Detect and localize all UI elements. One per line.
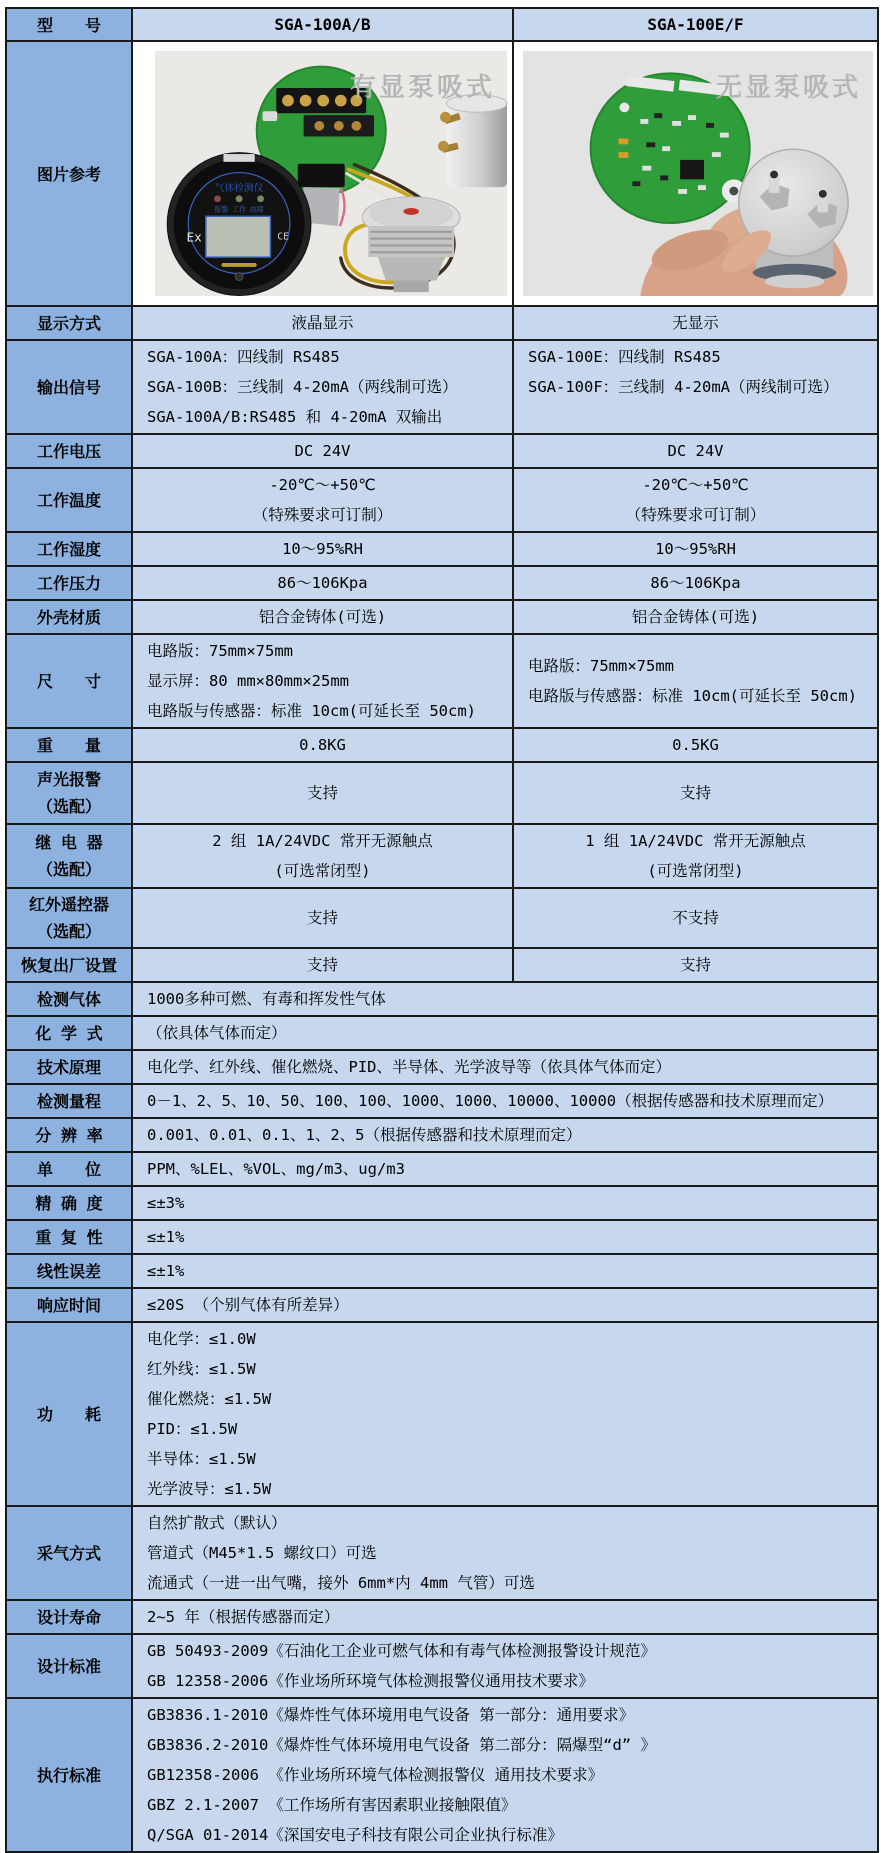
row-label bbox=[6, 888, 132, 948]
row-label-line: 工作温度 bbox=[36, 490, 101, 510]
row-label-line: 分 辨 率 bbox=[35, 1125, 103, 1145]
spec-row-working-voltage bbox=[6, 434, 878, 468]
display-gauge-unit bbox=[167, 152, 312, 296]
row-value-merged bbox=[132, 1186, 878, 1220]
row-label bbox=[6, 566, 132, 600]
row-value-line: PID：≤1.5W bbox=[147, 1420, 238, 1438]
row-label-line: （选配） bbox=[36, 860, 101, 879]
spec-row-weight bbox=[6, 728, 878, 762]
spec-row-working-pressure bbox=[6, 566, 878, 600]
row-value-line: 无显示 bbox=[672, 314, 719, 332]
spec-row-output-signal bbox=[6, 340, 878, 434]
row-label bbox=[6, 600, 132, 634]
row-label-line: 功 耗 bbox=[36, 1404, 101, 1424]
spec-row-detection-range bbox=[6, 1084, 878, 1118]
row-value-model-a bbox=[132, 532, 513, 566]
row-label-line: 外壳材质 bbox=[36, 607, 101, 627]
row-value-line: 0.8KG bbox=[299, 736, 346, 754]
gauge-led-labels: 报警 工作 故障 bbox=[214, 205, 264, 214]
row-value-line: 光学波导：≤1.5W bbox=[147, 1480, 272, 1498]
row-label bbox=[6, 948, 132, 982]
row-value-line: 铝合金铸体(可选) bbox=[258, 608, 387, 626]
row-value-model-b bbox=[513, 566, 878, 600]
row-label-line: 精 确 度 bbox=[35, 1193, 103, 1213]
row-value-model-b bbox=[513, 948, 878, 982]
row-label bbox=[6, 824, 132, 888]
spec-row-display-mode bbox=[6, 306, 878, 340]
row-value-model-b bbox=[513, 600, 878, 634]
row-value-line: 10～95%RH bbox=[282, 540, 363, 558]
row-label bbox=[6, 1152, 132, 1186]
row-value-model-b bbox=[513, 634, 878, 728]
row-value-model-b bbox=[513, 532, 878, 566]
row-value-line: (可选常闭型) bbox=[647, 862, 744, 880]
product-photo-no-display bbox=[523, 51, 873, 296]
row-value-merged bbox=[132, 1600, 878, 1634]
row-value-model-a bbox=[132, 600, 513, 634]
row-label-line: 显示方式 bbox=[36, 313, 101, 333]
row-value-line: DC 24V bbox=[667, 442, 724, 460]
row-value-merged bbox=[132, 1118, 878, 1152]
row-value-line: 红外线：≤1.5W bbox=[147, 1360, 256, 1378]
row-value-model-a bbox=[132, 566, 513, 600]
row-value-line: GB 12358-2006《作业场所环境气体检测报警仪通用技术要求》 bbox=[147, 1672, 594, 1690]
row-value-line: (可选常闭型) bbox=[274, 862, 371, 880]
row-value-line: 催化燃烧：≤1.5W bbox=[147, 1390, 272, 1408]
row-value-line: ≤±3% bbox=[147, 1194, 185, 1212]
row-label bbox=[6, 762, 132, 824]
spec-row-detectable-gases bbox=[6, 982, 878, 1016]
row-label bbox=[6, 1322, 132, 1506]
pump-cylinder bbox=[438, 95, 507, 187]
row-label-line: 尺 寸 bbox=[36, 671, 101, 691]
row-label-line: 重 复 性 bbox=[35, 1227, 103, 1247]
row-label-line: 继 电 器 bbox=[35, 833, 103, 852]
image-row-label: 图片参考 bbox=[6, 41, 132, 306]
spec-row-working-temperature bbox=[6, 468, 878, 532]
spec-table bbox=[5, 7, 879, 1853]
row-label-line: 检测气体 bbox=[36, 989, 101, 1009]
row-value-model-a bbox=[132, 824, 513, 888]
header-row bbox=[6, 8, 878, 41]
row-value-model-a bbox=[132, 434, 513, 468]
row-value-model-a bbox=[132, 634, 513, 728]
spec-row-power-consumption bbox=[6, 1322, 878, 1506]
row-value-line: 2~5 年（根据传感器而定） bbox=[147, 1608, 340, 1626]
spec-row-technology-principle bbox=[6, 1050, 878, 1084]
spec-row-response-time bbox=[6, 1288, 878, 1322]
row-value-line: 电路版与传感器：标准 10cm(可延长至 50cm) bbox=[147, 702, 476, 720]
row-value-model-a bbox=[132, 728, 513, 762]
row-value-line: 不支持 bbox=[672, 909, 719, 927]
photo-cell-right bbox=[513, 41, 878, 306]
row-label-line: 工作电压 bbox=[36, 441, 101, 461]
row-value-line: 电路版：75mm×75mm bbox=[528, 657, 674, 675]
spec-row-design-life bbox=[6, 1600, 878, 1634]
row-label-line: 化 学 式 bbox=[35, 1023, 103, 1043]
row-label-line: 响应时间 bbox=[36, 1295, 101, 1315]
row-value-merged bbox=[132, 982, 878, 1016]
row-value-model-a bbox=[132, 468, 513, 532]
row-label bbox=[6, 1506, 132, 1600]
row-label-line: 设计寿命 bbox=[36, 1607, 101, 1627]
row-value-line: -20℃～+50℃ bbox=[269, 476, 376, 494]
spec-row-dimensions bbox=[6, 634, 878, 728]
row-value-line: SGA-100A：四线制 RS485 bbox=[147, 348, 340, 366]
row-value-line: 半导体：≤1.5W bbox=[147, 1450, 256, 1468]
row-label bbox=[6, 1634, 132, 1698]
row-value-line: 支持 bbox=[679, 784, 711, 802]
row-value-merged bbox=[132, 1050, 878, 1084]
row-value-line: 支持 bbox=[679, 956, 711, 974]
row-value-line: 流通式（一进一出气嘴，接外 6mm*内 4mm 气管）可选 bbox=[147, 1574, 535, 1592]
row-label bbox=[6, 634, 132, 728]
row-value-line: SGA-100B：三线制 4-20mA（两线制可选） bbox=[147, 378, 458, 396]
row-value-line: 10～95%RH bbox=[655, 540, 736, 558]
row-value-line: （特殊要求可订制） bbox=[625, 506, 766, 524]
row-label-line: 设计标准 bbox=[36, 1656, 101, 1676]
row-value-line: 管道式（M45*1.5 螺纹口）可选 bbox=[147, 1544, 377, 1562]
row-label bbox=[6, 306, 132, 340]
row-label bbox=[6, 1220, 132, 1254]
row-value-line: 电化学、红外线、催化燃烧、PID、半导体、光学波导等（依具体气体而定） bbox=[147, 1058, 671, 1076]
row-value-model-b bbox=[513, 340, 878, 434]
spec-row-chemical-formula bbox=[6, 1016, 878, 1050]
spec-row-factory-reset bbox=[6, 948, 878, 982]
row-value-merged bbox=[132, 1254, 878, 1288]
row-value-merged bbox=[132, 1698, 878, 1852]
row-value-merged bbox=[132, 1084, 878, 1118]
row-value-model-a bbox=[132, 948, 513, 982]
row-label-line: 重 量 bbox=[36, 735, 101, 755]
row-label bbox=[6, 434, 132, 468]
watermark-right: 无显泵吸式 bbox=[715, 73, 861, 103]
row-value-model-b bbox=[513, 306, 878, 340]
row-label-line: （选配） bbox=[36, 922, 101, 941]
image-row bbox=[6, 41, 878, 306]
row-value-line: 铝合金铸体(可选) bbox=[631, 608, 760, 626]
row-label bbox=[6, 1288, 132, 1322]
row-value-line: ≤±1% bbox=[147, 1228, 185, 1246]
spec-row-execution-standard bbox=[6, 1698, 878, 1852]
spec-row-working-humidity bbox=[6, 532, 878, 566]
row-value-line: 86～106Kpa bbox=[277, 574, 368, 592]
gauge-title-text: 气体检测仪 bbox=[214, 183, 264, 194]
row-label bbox=[6, 468, 132, 532]
row-label-line: 声光报警 bbox=[36, 770, 101, 789]
row-label bbox=[6, 1118, 132, 1152]
row-value-model-a bbox=[132, 888, 513, 948]
row-value-line: GB3836.2-2010《爆炸性气体环境用电气设备 第二部分：隔爆型“d” 》 bbox=[147, 1736, 656, 1754]
row-value-line: 支持 bbox=[306, 909, 338, 927]
row-label bbox=[6, 1186, 132, 1220]
spec-row-resolution bbox=[6, 1118, 878, 1152]
product-photo-pump-display bbox=[155, 51, 507, 296]
row-label-line: 采气方式 bbox=[36, 1543, 101, 1563]
gauge-ex-mark: Ex bbox=[186, 229, 202, 245]
row-value-line: 液晶显示 bbox=[291, 314, 354, 332]
row-value-line: 0－1、2、5、10、50、100、100、1000、1000、10000、10000（根据传感器和技术原理而定） bbox=[147, 1092, 834, 1110]
row-value-merged bbox=[132, 1016, 878, 1050]
row-value-merged bbox=[132, 1322, 878, 1506]
row-value-line: 支持 bbox=[306, 956, 338, 974]
spec-row-linearity-error bbox=[6, 1254, 878, 1288]
row-label bbox=[6, 728, 132, 762]
row-value-line: ≤20S （个别气体有所差异） bbox=[147, 1296, 349, 1314]
model-a-header: SGA-100A/B bbox=[132, 8, 513, 41]
spec-row-relay bbox=[6, 824, 878, 888]
row-label bbox=[6, 1084, 132, 1118]
row-value-model-a bbox=[132, 306, 513, 340]
row-value-line: 显示屏：80 mm×80mm×25mm bbox=[147, 672, 349, 690]
row-value-line: SGA-100A/B:RS485 和 4-20mA 双输出 bbox=[147, 408, 443, 426]
row-value-line: 86～106Kpa bbox=[650, 574, 741, 592]
row-value-line: SGA-100E：四线制 RS485 bbox=[528, 348, 721, 366]
spec-row-repeatability bbox=[6, 1220, 878, 1254]
row-label-line: 线性误差 bbox=[36, 1261, 101, 1281]
row-label bbox=[6, 1050, 132, 1084]
row-label-line: 恢复出厂设置 bbox=[20, 955, 117, 975]
row-label-line: 执行标准 bbox=[36, 1765, 101, 1785]
row-value-model-b bbox=[513, 468, 878, 532]
row-value-line: PPM、%LEL、%VOL、mg/m3、ug/m3 bbox=[147, 1160, 405, 1178]
row-value-merged bbox=[132, 1152, 878, 1186]
row-value-model-a bbox=[132, 340, 513, 434]
spec-row-design-standard bbox=[6, 1634, 878, 1698]
model-b-header: SGA-100E/F bbox=[513, 8, 878, 41]
photo-cell-left bbox=[132, 41, 513, 306]
row-value-line: DC 24V bbox=[294, 442, 351, 460]
row-label-line: 工作湿度 bbox=[36, 539, 101, 559]
spec-rows bbox=[6, 8, 878, 1852]
row-value-line: 电化学：≤1.0W bbox=[147, 1330, 256, 1348]
row-label bbox=[6, 1600, 132, 1634]
row-value-model-a bbox=[132, 762, 513, 824]
row-value-merged bbox=[132, 1288, 878, 1322]
row-label-line: 输出信号 bbox=[36, 377, 101, 397]
row-value-merged bbox=[132, 1506, 878, 1600]
gauge-ce-mark: CE bbox=[277, 231, 289, 243]
row-value-line: 1 组 1A/24VDC 常开无源触点 bbox=[585, 832, 806, 850]
row-label-line: 单 位 bbox=[36, 1159, 101, 1179]
row-label-line: 工作压力 bbox=[36, 573, 101, 593]
spec-row-audible-visual-alarm bbox=[6, 762, 878, 824]
spec-row-ir-remote bbox=[6, 888, 878, 948]
row-label-line: 技术原理 bbox=[36, 1057, 101, 1077]
spec-row-unit bbox=[6, 1152, 878, 1186]
row-value-merged bbox=[132, 1634, 878, 1698]
row-label bbox=[6, 340, 132, 434]
row-value-line: GB 50493-2009《石油化工企业可燃气体和有毒气体检测报警设计规范》 bbox=[147, 1642, 656, 1660]
row-label-line: 红外遥控器 bbox=[28, 895, 109, 914]
row-value-line: 0.5KG bbox=[672, 736, 719, 754]
row-value-line: ≤±1% bbox=[147, 1262, 185, 1280]
row-value-model-b bbox=[513, 888, 878, 948]
row-value-line: -20℃～+50℃ bbox=[642, 476, 749, 494]
row-value-line: GB3836.1-2010《爆炸性气体环境用电气设备 第一部分：通用要求》 bbox=[147, 1706, 635, 1724]
row-value-line: SGA-100F：三线制 4-20mA（两线制可选） bbox=[528, 378, 839, 396]
row-label-line: 检测量程 bbox=[36, 1091, 101, 1111]
row-value-line: （特殊要求可订制） bbox=[252, 506, 393, 524]
row-value-line: 自然扩散式（默认） bbox=[147, 1514, 287, 1532]
row-value-line: GBZ 2.1-2007 《工作场所有害因素职业接触限值》 bbox=[147, 1796, 517, 1814]
row-label bbox=[6, 982, 132, 1016]
row-label bbox=[6, 532, 132, 566]
row-value-line: GB12358-2006 《作业场所环境气体检测报警仪 通用技术要求》 bbox=[147, 1766, 604, 1784]
row-value-line: 支持 bbox=[306, 784, 338, 802]
row-value-model-b bbox=[513, 434, 878, 468]
row-value-line: （依具体气体而定） bbox=[147, 1024, 287, 1042]
model-row-label: 型 号 bbox=[6, 8, 132, 41]
row-value-model-b bbox=[513, 824, 878, 888]
spec-row-accuracy bbox=[6, 1186, 878, 1220]
watermark-left: 有显泵吸式 bbox=[349, 73, 495, 103]
row-value-line: 电路版与传感器：标准 10cm(可延长至 50cm) bbox=[528, 687, 857, 705]
row-value-line: 1000多种可燃、有毒和挥发性气体 bbox=[147, 990, 386, 1008]
row-label bbox=[6, 1254, 132, 1288]
row-value-line: 电路版：75mm×75mm bbox=[147, 642, 293, 660]
row-value-model-b bbox=[513, 728, 878, 762]
row-label bbox=[6, 1016, 132, 1050]
row-value-line: 2 组 1A/24VDC 常开无源触点 bbox=[212, 832, 433, 850]
row-value-model-b bbox=[513, 762, 878, 824]
spec-row-housing-material bbox=[6, 600, 878, 634]
spec-row-sampling-method bbox=[6, 1506, 878, 1600]
row-label-line: （选配） bbox=[36, 797, 101, 816]
row-value-line: Q/SGA 01-2014《深国安电子科技有限公司企业执行标准》 bbox=[147, 1826, 563, 1844]
row-label bbox=[6, 1698, 132, 1852]
row-value-line: 0.001、0.01、0.1、1、2、5（根据传感器和技术原理而定） bbox=[147, 1126, 582, 1144]
row-value-merged bbox=[132, 1220, 878, 1254]
